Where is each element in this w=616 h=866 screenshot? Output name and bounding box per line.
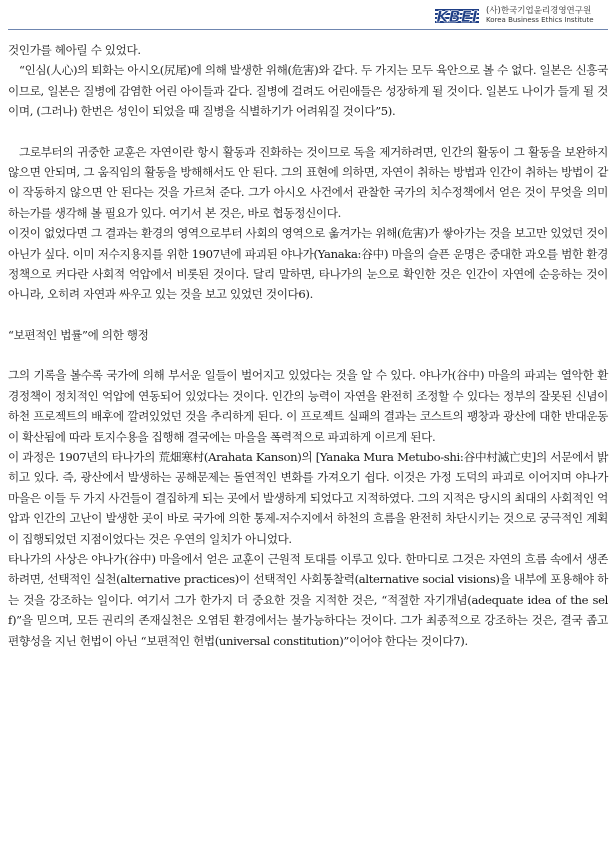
institute-name-korean: (사)한국기업윤리경영연구원 <box>486 6 592 16</box>
document-body <box>8 40 608 651</box>
paragraph-record: 그의 기록을 볼수록 국가에 의해 부서운 일들이 벌어지고 있었다는 것을 알 수 있다. 야나가(谷中) 마을의 파괴는 열악한 환경정책이 정치적인 억압에 연동되어 있었다는 것이다. 인간의 능력이 자연을 완전히 조정할 수 있다는 정부의 잘못된 신념이 하천 프로젝트의 배후에 깔려있었던 것을 추리하게 된다. 이 프로젝트 실패의 결과는 코스트의 팽창과 광산에 대한 반대운동이 확산됨에 따라 토지수용을 집행해 결국에는 마을을 폭력적으로 파괴하게 이르게 된다. <box>8 368 608 444</box>
section-heading: “보편적인 법률”에 의한 행정 <box>8 327 149 342</box>
institute-logo <box>434 6 606 26</box>
header-divider <box>8 29 608 30</box>
spacer <box>8 122 608 142</box>
page-header <box>0 0 616 30</box>
logo-wordmark: KBEI <box>436 7 478 26</box>
institute-name-english: Korea Business Ethics Institute <box>486 16 594 24</box>
kbei-logo-icon <box>434 6 480 26</box>
paragraph-continuation: 것인가를 헤아릴 수 있었다. <box>8 43 141 57</box>
spacer <box>8 305 608 325</box>
spacer <box>8 345 608 365</box>
paragraph-process: 이 과정은 1907년의 타나가의 荒畑寒村(Arahata Kanson)의 [Yanaka Mura Metubo-shi:谷中村滅亡史]의 서문에서 밝히고 있다. 즉, 광산에서 발생하는 공해문제는 돌연적인 변화를 가져오기 쉽다. 이것은 가정 도덕의 파괴로 이어지며 야나가 마을은 이들 두 가지 사건들이 결집하게 되는 곳에서 발생하게 되었다고 지적하였다. 그의 지적은 당시의 최대의 사회적인 억압과 인간의 고난이 발생한 곳이 바로 국가에 의한 통제-저수지에서 하천의 흐름을 완전히 차단시키는 것으로 궁극적인 계획이 집행되었던 지점이었다는 것은 우연의 일치가 아니었다. <box>8 449 608 546</box>
paragraph-quote: “인심(人心)의 퇴화는 아시오(尻尾)에 의해 발생한 위해(危害)와 같다. 두 가지는 모두 육안으로 볼 수 없다. 일본은 신흥국이므로, 일본은 질병에 감염한 어린 아이들과 같다. 질병에 걸려도 어린애들은 성장하게 될 것이다. 일본도 나이가 들게 될 것이며, (그러나) 한번은 성인이 되었을 때 질병을 식별하기가 어려워질 것이다”5). <box>8 63 608 119</box>
paragraph-thought: 타나가의 사상은 야나가(谷中) 마을에서 얻은 교훈이 근원적 토대를 이루고 있다. 한마디로 그것은 자연의 흐름 속에서 생존하려면, 선택적인 실천(alternative practices)이 선택적인 사회통찰력(alternative social visions)을 내부에 포용해야 하는 것을 강조하는 일이다. 여기서 그가 한가지 더 중요한 것을 지적한 것은, “적절한 자기개념(adequate idea of the self)”을 믿으며, 모든 권리의 존재실천은 오염된 환경에서는 불가능하다는 것이다. 그가 최종적으로 강조하는 것은, 결국 좁고 편향성을 지닌 헌법이 아닌 “보편적인 헌법(universal constitution)”이어야 한다는 것이다7). <box>8 551 608 648</box>
paragraph-consequence: 이것이 없었다면 그 결과는 환경의 영역으로부터 사회의 영역으로 옮겨가는 위해(危害)가 쌓아가는 것을 보고만 있었던 것이 아닌가 싶다. 이미 저수지용지를 위한 1907년에 파괴된 야나가(Yanaka:谷中) 마을의 슬픈 운명은 중대한 과오를 범한 환경정책으로 커다란 사회적 억압에서 비롯된 것이다. 달리 말하면, 타나가의 눈으로 확인한 것은 인간이 자연에 순응하는 것이 아니라, 오히려 자연과 싸우고 있는 것을 보고 있었던 것이다6). <box>8 226 608 302</box>
paragraph-lesson: 그로부터의 귀중한 교훈은 자연이란 항시 활동과 진화하는 것이므로 독을 제거하려면, 인간의 활동이 그 활동을 보완하지 않으면 안되며, 그 움직임의 활동을 방해해서도 안 된다. 그의 표현에 의하면, 자연이 취하는 방법과 인간이 취하는 방법이 같이 작동하지 않으면 안 된다는 것을 가르쳐 준다. 그가 아시오 사건에서 관찰한 국가의 치수정책에서 얻은 것이 무엇을 의미하는가를 생각해 볼 필요가 있다. 여기서 본 것은, 바로 협동정신이다. <box>8 144 608 220</box>
